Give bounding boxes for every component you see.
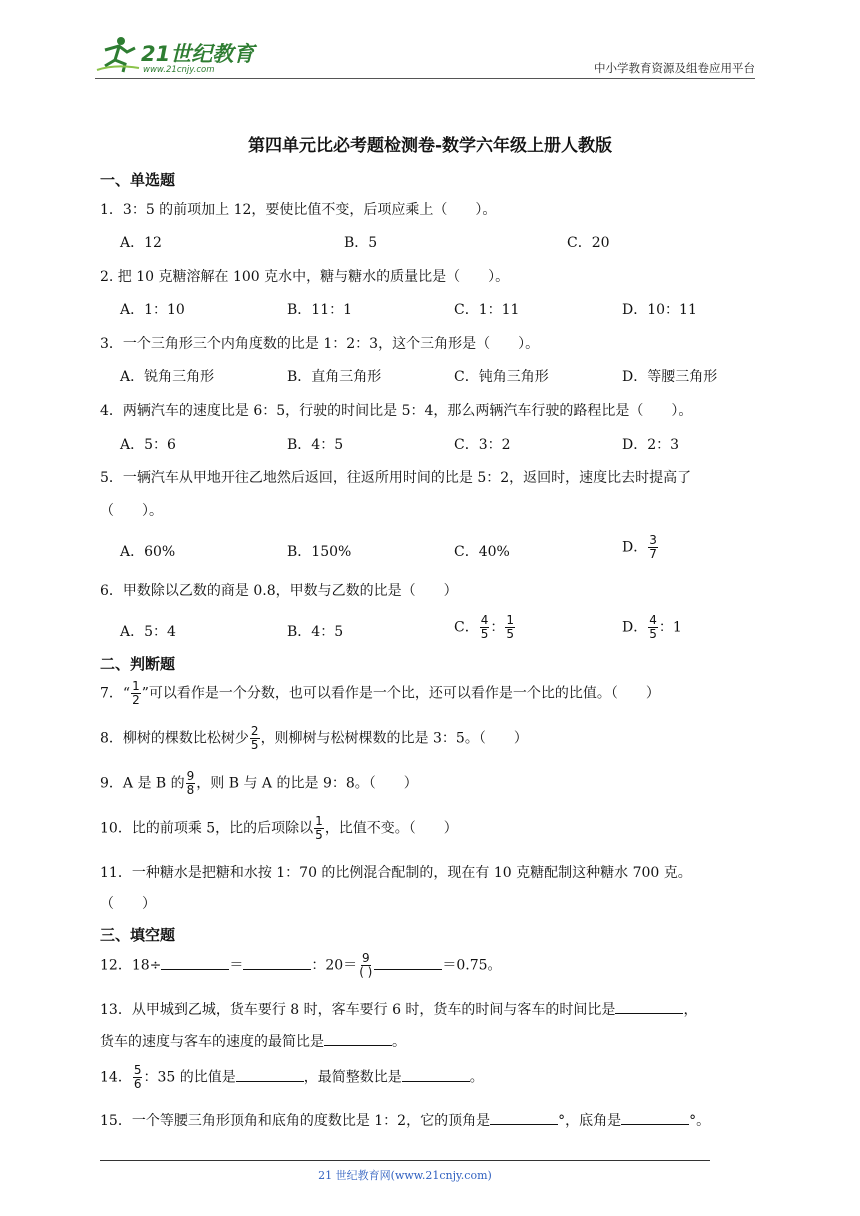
fraction xyxy=(131,680,141,707)
q1-option-a: A．12 xyxy=(120,235,162,251)
fraction-numerator: 3 xyxy=(649,533,657,547)
question-3: 3．一个三角形三个内角度数的比是 1：2：3，这个三角形是（ ）。 xyxy=(100,336,540,352)
fraction-denominator: 5 xyxy=(649,627,657,641)
header-platform-text: 中小学教育资源及组卷应用平台 xyxy=(594,61,755,75)
question-4: 4．两辆汽车的速度比是 6：5，行驶的时间比是 5：4，那么两辆汽车行驶的路程比是（ ）。 xyxy=(100,403,693,419)
question-6: 6．甲数除以乙数的商是 0.8，甲数与乙数的比是（ ） xyxy=(100,583,458,599)
header-divider xyxy=(95,78,755,79)
q14-mid: ：35 的比值是 xyxy=(143,1069,236,1086)
section-heading-true-false: 二、判断题 xyxy=(100,655,176,673)
q12-pre: 12．18÷ xyxy=(100,957,162,974)
fraction-numerator: 4 xyxy=(649,613,657,627)
q2-option-c: C．1：11 xyxy=(454,302,520,318)
q9-post: ，则 B 与 A 的比是 9：8。（ ） xyxy=(196,775,418,792)
fraction-denominator: 5 xyxy=(315,828,323,842)
question-14 xyxy=(100,1064,484,1091)
q2-option-d: D．10：11 xyxy=(622,302,697,318)
question-13-line2 xyxy=(100,1031,406,1051)
fraction-numerator: 1 xyxy=(315,814,323,828)
q10-post: ，比值不变。（ ） xyxy=(324,820,458,837)
question-11-line2: （ ） xyxy=(100,896,156,912)
answer-blank[interactable] xyxy=(615,999,683,1014)
fraction xyxy=(358,952,373,979)
fraction-numerator: 2 xyxy=(250,724,259,738)
logo-url: www.21cnjy.com xyxy=(143,65,215,75)
fraction-denominator: 6 xyxy=(133,1077,142,1091)
answer-blank[interactable] xyxy=(324,1031,392,1046)
q3-option-a: A．锐角三角形 xyxy=(120,369,215,385)
question-2: 2. 把 10 克糖溶解在 100 克水中，糖与糖水的质量比是（ ）。 xyxy=(100,269,510,285)
q12-colon-20: ：20＝ xyxy=(311,957,358,974)
fraction-denominator: 2 xyxy=(132,693,140,707)
question-13-line1 xyxy=(100,999,697,1019)
q14-pre: 14． xyxy=(100,1069,132,1086)
q6-option-d xyxy=(622,614,682,641)
fraction-numerator: 1 xyxy=(132,679,140,693)
q4-option-c: C．3：2 xyxy=(454,437,511,453)
q9-pre: 9．A 是 B 的 xyxy=(100,775,185,792)
answer-blank[interactable] xyxy=(374,955,442,970)
q6-option-d-suffix: ：1 xyxy=(658,619,682,636)
q8-pre: 8．柳树的棵数比松树少 xyxy=(100,730,249,747)
question-11-line1: 11．一种糖水是把糖和水按 1：70 的比例混合配制的，现在有 10 克糖配制这种糖水 700 克。 xyxy=(100,865,692,881)
q2-option-b: B．11：1 xyxy=(287,302,353,318)
fraction-denominator: ( ) xyxy=(359,965,373,979)
answer-blank[interactable] xyxy=(621,1110,689,1125)
q15-post: °。 xyxy=(689,1113,711,1129)
q6-option-b: B．4：5 xyxy=(287,624,344,640)
answer-blank[interactable] xyxy=(402,1067,470,1082)
answer-blank[interactable] xyxy=(490,1110,558,1125)
q12-tail: ＝0.75。 xyxy=(442,957,502,974)
fraction-denominator: 5 xyxy=(250,738,259,752)
fraction-numerator: 4 xyxy=(480,613,489,627)
answer-blank[interactable] xyxy=(236,1067,304,1082)
q12-equals: ＝ xyxy=(229,957,244,974)
question-7 xyxy=(100,680,660,707)
fraction xyxy=(505,614,515,641)
q5-option-a: A．60% xyxy=(120,544,176,560)
page-header xyxy=(95,34,755,80)
q5-option-b: B．150% xyxy=(287,544,352,560)
section-heading-fill-blank: 三、填空题 xyxy=(100,926,176,944)
q4-option-a: A．5：6 xyxy=(120,437,176,453)
q15-pre: 15．一个等腰三角形顶角和底角的度数比是 1：2，它的顶角是 xyxy=(100,1113,491,1129)
q13-line2-post: 。 xyxy=(392,1034,406,1050)
runner-logo-icon xyxy=(95,34,141,74)
footer-divider xyxy=(100,1160,710,1161)
question-12 xyxy=(100,952,502,979)
fraction xyxy=(648,534,658,561)
answer-blank[interactable] xyxy=(161,955,229,970)
fraction-denominator: 7 xyxy=(649,547,657,561)
fraction-numerator: 9 xyxy=(186,769,195,783)
fraction xyxy=(314,815,324,842)
q3-option-d: D．等腰三角形 xyxy=(622,369,718,385)
question-9 xyxy=(100,770,418,797)
question-10 xyxy=(100,815,458,842)
q4-option-d: D．2：3 xyxy=(622,437,680,453)
fraction xyxy=(250,725,260,752)
fraction xyxy=(186,770,196,797)
question-1: 1．3：5 的前项加上 12，要使比值不变，后项应乘上（ ）。 xyxy=(100,202,497,218)
fraction-denominator: 8 xyxy=(186,783,195,797)
question-15 xyxy=(100,1110,710,1130)
q3-option-c: C．钝角三角形 xyxy=(454,369,549,385)
q13-line1-post: ， xyxy=(683,1002,698,1018)
logo-text: 21世纪教育 xyxy=(141,42,255,66)
q7-post: ”可以看作是一个分数，也可以看作是一个比，还可以看作是一个比的比值。（ ） xyxy=(141,685,660,702)
q5-option-d-prefix: D． xyxy=(622,539,648,556)
q8-post: ，则柳树与松树棵数的比是 3：5。（ ） xyxy=(260,730,528,747)
q5-option-d xyxy=(622,534,659,561)
fraction xyxy=(133,1064,143,1091)
logo xyxy=(95,34,265,78)
footer-text: 21 世纪教育网(www.21cnjy.com) xyxy=(318,1169,492,1182)
section-heading-single-choice: 一、单选题 xyxy=(100,171,176,189)
fraction-denominator: 5 xyxy=(506,627,514,641)
q13-line1-text: 13．从甲城到乙城，货车要行 8 时，客车要行 6 时，货车的时间与客车的时间比是 xyxy=(100,1002,616,1018)
q14-post: 。 xyxy=(469,1069,484,1086)
q15-mid: °，底角是 xyxy=(558,1113,622,1129)
question-5-line2: （ ）。 xyxy=(100,503,163,519)
q7-pre: 7．“ xyxy=(100,685,131,702)
fraction xyxy=(480,614,490,641)
q5-option-c: C．40% xyxy=(454,544,510,560)
q6-option-c-prefix: C． xyxy=(454,619,479,636)
q6-option-c xyxy=(454,614,516,641)
q10-pre: 10．比的前项乘 5，比的后项除以 xyxy=(100,820,314,837)
q14-mid2: ，最简整数比是 xyxy=(303,1069,402,1086)
ratio-colon: ： xyxy=(490,619,505,636)
answer-blank[interactable] xyxy=(243,955,311,970)
fraction-denominator: 5 xyxy=(480,627,489,641)
q6-option-d-prefix: D． xyxy=(622,619,648,636)
q2-option-a: A．1：10 xyxy=(120,302,185,318)
page-title: 第四单元比必考题检测卷-数学六年级上册人教版 xyxy=(247,136,613,156)
question-8 xyxy=(100,725,528,752)
fraction-numerator: 9 xyxy=(361,951,370,965)
question-5-line1: 5．一辆汽车从甲地开往乙地然后返回，往返所用时间的比是 5：2，返回时，速度比去时提高了 xyxy=(100,470,692,486)
q3-option-b: B．直角三角形 xyxy=(287,369,382,385)
q4-option-b: B．4：5 xyxy=(287,437,344,453)
q1-option-b: B．5 xyxy=(344,235,378,251)
fraction-numerator: 5 xyxy=(133,1063,142,1077)
fraction-numerator: 1 xyxy=(506,613,514,627)
fraction xyxy=(648,614,658,641)
q6-option-a: A．5：4 xyxy=(120,624,176,640)
q13-line2-text: 货车的速度与客车的速度的最简比是 xyxy=(100,1034,324,1050)
q1-option-c: C．20 xyxy=(567,235,610,251)
